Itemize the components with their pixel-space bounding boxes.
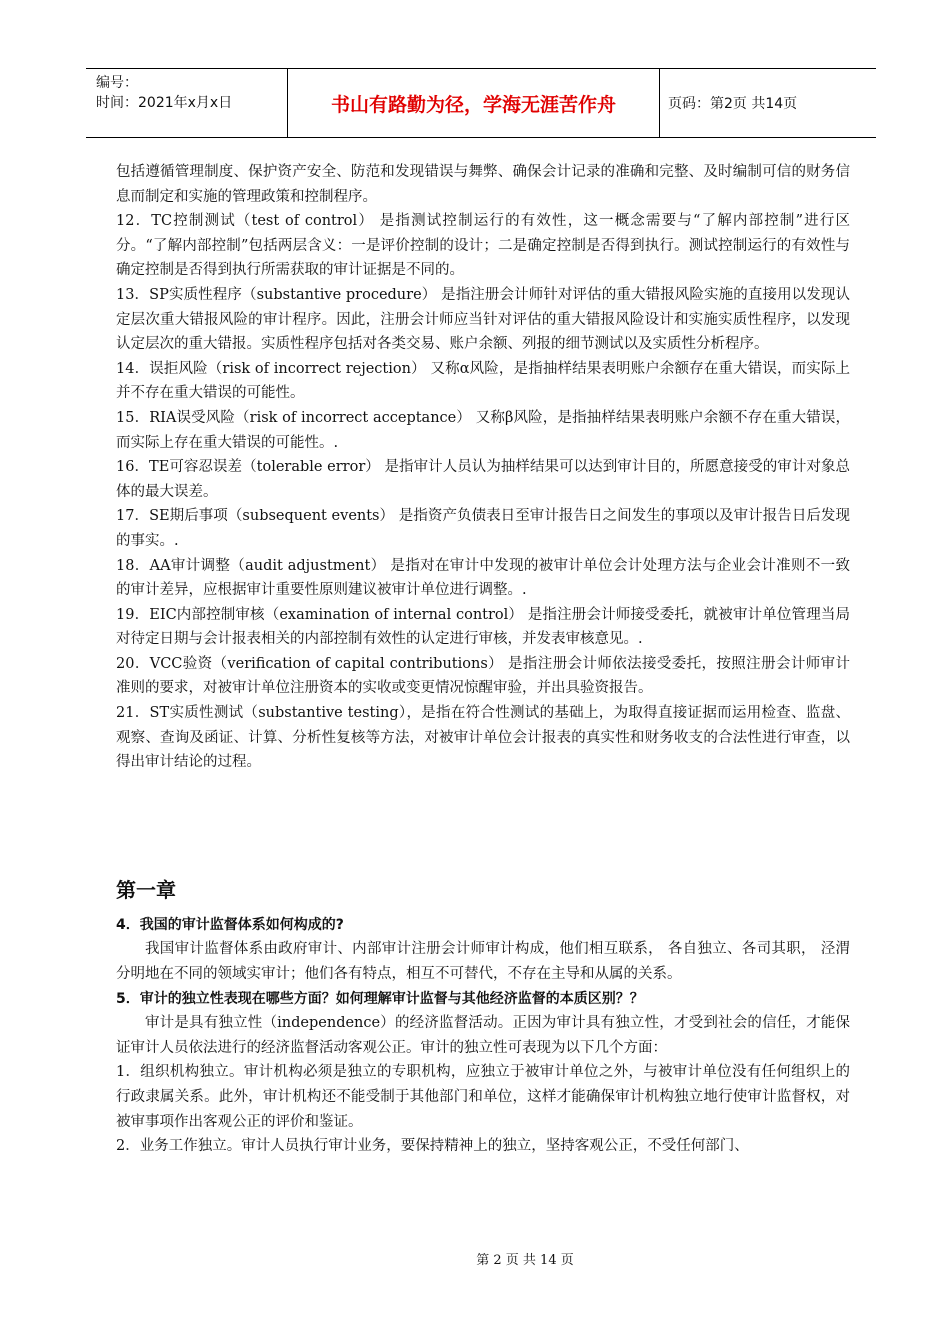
chapter-title: 第一章 xyxy=(116,877,176,902)
paragraph: 13．SP实质性程序（substantive procedure） 是指注册会计师针对评估的重大错报风险实施的直接用以发现认定层次重大错报风险的审计程序。因此，注册会计师应当针对评估的重大错报风险设计和实施实质性程序，以发现认定层次的重大错报。实质性程序包括对各类交易、账户余额、列报的细节测试以及实质性分析程序。 xyxy=(116,286,850,353)
motto: 书山有路勤为径，学海无涯苦作舟 xyxy=(288,69,660,137)
page-header xyxy=(86,68,876,138)
question-5-title: 5．审计的独立性表现在哪些方面？如何理解审计监督与其他经济监督的本质区别？？ xyxy=(116,990,644,1007)
question-5-point-1: 1．组织机构独立。审计机构必须是独立的专职机构，应独立于被审计单位之外，与被审计单位没有任何组织上的行政隶属关系。此外，审计机构还不能受制于其他部门和单位，这样才能确保审计机构独立地行使审计监督权，对被审事项作出客观公正的评价和鉴证。 xyxy=(116,1064,850,1130)
paragraph: 15．RIA误受风险（risk of incorrect acceptance） 又称β风险，是指抽样结果表明账户余额不存在重大错误，而实际上存在重大错误的可能性。. xyxy=(116,409,850,451)
paragraph: 17．SE期后事项（subsequent events） 是指资产负债表日至审计报告日之间发生的事项以及审计报告日后发现的事实。. xyxy=(116,508,850,549)
page-label: 页码：第2页 共14页 xyxy=(668,96,798,112)
question-4-answer: 我国审计监督体系由政府审计、内部审计注册会计师审计构成，他们相互联系， 各自独立、各司其职， 泾渭分明地在不同的领域实审计；他们各有特点，相互不可替代，不存在主导和从属的关系。 xyxy=(116,941,850,983)
number-label: 编号： xyxy=(96,75,138,91)
header-info-cell xyxy=(86,69,288,137)
paragraph: 12．TC控制测试（test of control） 是指测试控制运行的有效性，这一概念需要与“了解内部控制”进行区分。“了解内部控制”包括两层含义：一是评价控制的设计；二是确定控制是否得到执行。测试控制运行的有效性与确定控制是否得到执行所需获取的审计证据是不同的。 xyxy=(116,213,850,279)
paragraph: 16．TE可容忍误差（tolerable error） 是指审计人员认为抽样结果可以达到审计目的，所愿意接受的审计对象总体的最大误差。 xyxy=(116,459,850,500)
question-5-point-2: 2．业务工作独立。审计人员执行审计业务，要保持精神上的独立，坚持客观公正，不受任何部门、 xyxy=(116,1138,749,1155)
paragraph: 18．AA审计调整（audit adjustment） 是指对在审计中发现的被审计单位会计处理方法与企业会计准则不一致的审计差异，应根据审计重要性原则建议被审计单位进行调整。. xyxy=(116,557,850,599)
paragraph: 19．EIC内部控制审核（examination of internal control） 是指注册会计师接受委托，就被审计单位管理当局对待定日期与会计报表相关的内部控制有效性的认定进行审核，并发表审核意见。. xyxy=(116,606,850,648)
spacer xyxy=(116,775,850,875)
document-body xyxy=(116,160,850,1159)
question-5-intro: 审计是具有独立性（independence）的经济监督活动。正因为审计具有独立性，才受到社会的信任，才能保证审计人员依法进行的经济监督活动客观公正。审计的独立性可表现为以下几个方面： xyxy=(116,1015,850,1056)
time-label: 时间：2021年x月x日 xyxy=(96,95,233,111)
paragraph: 包括遵循管理制度、保护资产安全、防范和发现错误与舞弊、确保会计记录的准确和完整、及时编制可信的财务信息而制定和实施的管理政策和控制程序。 xyxy=(116,164,850,205)
paragraph: 21．ST实质性测试（substantive testing），是指在符合性测试的基础上，为取得直接证据而运用检查、监盘、观察、查询及函证、计算、分析性复核等方法，对被审计单位会计报表的真实性和财务收支的合法性进行审查，以得出审计结论的过程。 xyxy=(116,705,850,771)
question-4-title: 4．我国的审计监督体系如何构成的? xyxy=(116,916,344,933)
page-footer xyxy=(0,1249,950,1268)
footer-page-number: 第 2 页 共 14 页 xyxy=(476,1253,574,1268)
paragraph: 14．误拒风险（risk of incorrect rejection） 又称α风险，是指抽样结果表明账户余额存在重大错误，而实际上并不存在重大错误的可能性。 xyxy=(116,360,850,402)
paragraph: 20．VCC验资（verification of capital contributions） 是指注册会计师依法接受委托，按照注册会计师审计准则的要求，对被审计单位注册资本的实收或变更情况惊醒审验，并出具验资报告。 xyxy=(116,655,850,697)
